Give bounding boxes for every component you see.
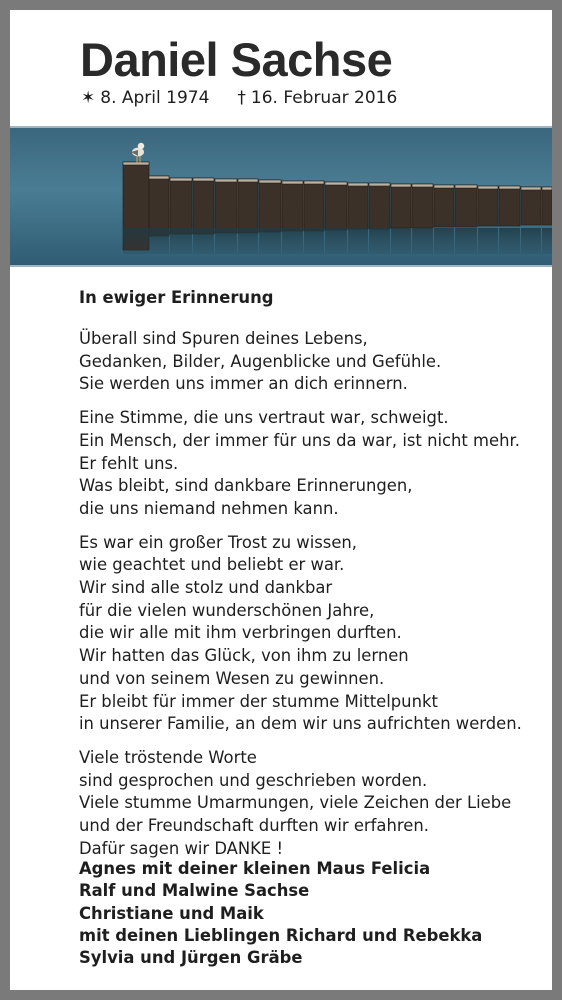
birth-star-icon: ✶ bbox=[81, 88, 96, 108]
poem-stanza bbox=[79, 747, 534, 861]
birth-date: 8. April 1974 bbox=[100, 88, 210, 108]
poem-line: in unserer Familie, an dem wir uns aufrichten werden. bbox=[79, 714, 522, 734]
poem-line: Wir sind alle stolz und dankbar bbox=[79, 578, 333, 598]
memorial-heading: In ewiger Erinnerung bbox=[79, 288, 274, 307]
poem-stanza bbox=[79, 532, 534, 736]
death-cross-icon: † bbox=[237, 88, 246, 108]
poem-line: Gedanken, Bilder, Augenblicke und Gefühle. bbox=[79, 351, 442, 371]
poem-line: Er bleibt für immer der stumme Mittelpunkt bbox=[79, 691, 438, 711]
poem-line: sind gesprochen und geschrieben worden. bbox=[79, 770, 428, 790]
poem-line: Überall sind Spuren deines Lebens, bbox=[79, 329, 368, 348]
poem-line: die uns niemand nehmen kann. bbox=[79, 498, 339, 518]
poem-line: Viele tröstende Worte bbox=[79, 747, 257, 767]
poem-line: und der Freundschaft durften wir erfahren. bbox=[79, 816, 429, 836]
obituary-card bbox=[10, 10, 552, 990]
poem-line: Viele stumme Umarmungen, viele Zeichen der Liebe bbox=[79, 793, 512, 813]
mourner-name: mit deinen Lieblingen Richard und Rebekka bbox=[79, 925, 483, 945]
poem-stanza bbox=[79, 328, 534, 396]
poem-line: Ein Mensch, der immer für uns da war, ist nicht mehr. bbox=[79, 430, 520, 450]
death-date: 16. Februar 2016 bbox=[250, 88, 398, 108]
poem-line: und von seinem Wesen zu gewinnen. bbox=[79, 668, 385, 688]
poem-stanza bbox=[79, 407, 534, 521]
mourner-name: Sylvia und Jürgen Gräbe bbox=[79, 948, 303, 968]
poem-line: Er fehlt uns. bbox=[79, 453, 179, 473]
mourners-list bbox=[79, 858, 482, 969]
poem bbox=[79, 328, 534, 860]
deceased-name: Daniel Sachse bbox=[80, 33, 393, 86]
poem-line: die wir alle mit ihm verbringen durften. bbox=[79, 623, 402, 643]
mourner-name: Agnes mit deiner kleinen Maus Felicia bbox=[79, 859, 431, 878]
poem-line: Sie werden uns immer an dich erinnern. bbox=[79, 374, 408, 394]
mourner-name: Ralf und Malwine Sachse bbox=[79, 881, 310, 901]
poem-line: Es war ein großer Trost zu wissen, bbox=[79, 532, 358, 552]
poem-line: für die vielen wunderschönen Jahre, bbox=[79, 600, 375, 620]
life-dates bbox=[81, 86, 397, 110]
poem-line: Wir hatten das Glück, von ihm zu lernen bbox=[79, 646, 409, 666]
memorial-text bbox=[79, 286, 534, 871]
poem-line: Eine Stimme, die uns vertraut war, schweigt. bbox=[79, 408, 449, 428]
poem-line: Dafür sagen wir DANKE ! bbox=[79, 838, 284, 858]
mourner-name: Christiane und Maik bbox=[79, 903, 264, 923]
poem-line: Was bleibt, sind dankbare Erinnerungen, bbox=[79, 476, 413, 496]
poem-line: wie geachtet und beliebt er war. bbox=[79, 555, 345, 575]
seascape-photo bbox=[10, 126, 552, 267]
